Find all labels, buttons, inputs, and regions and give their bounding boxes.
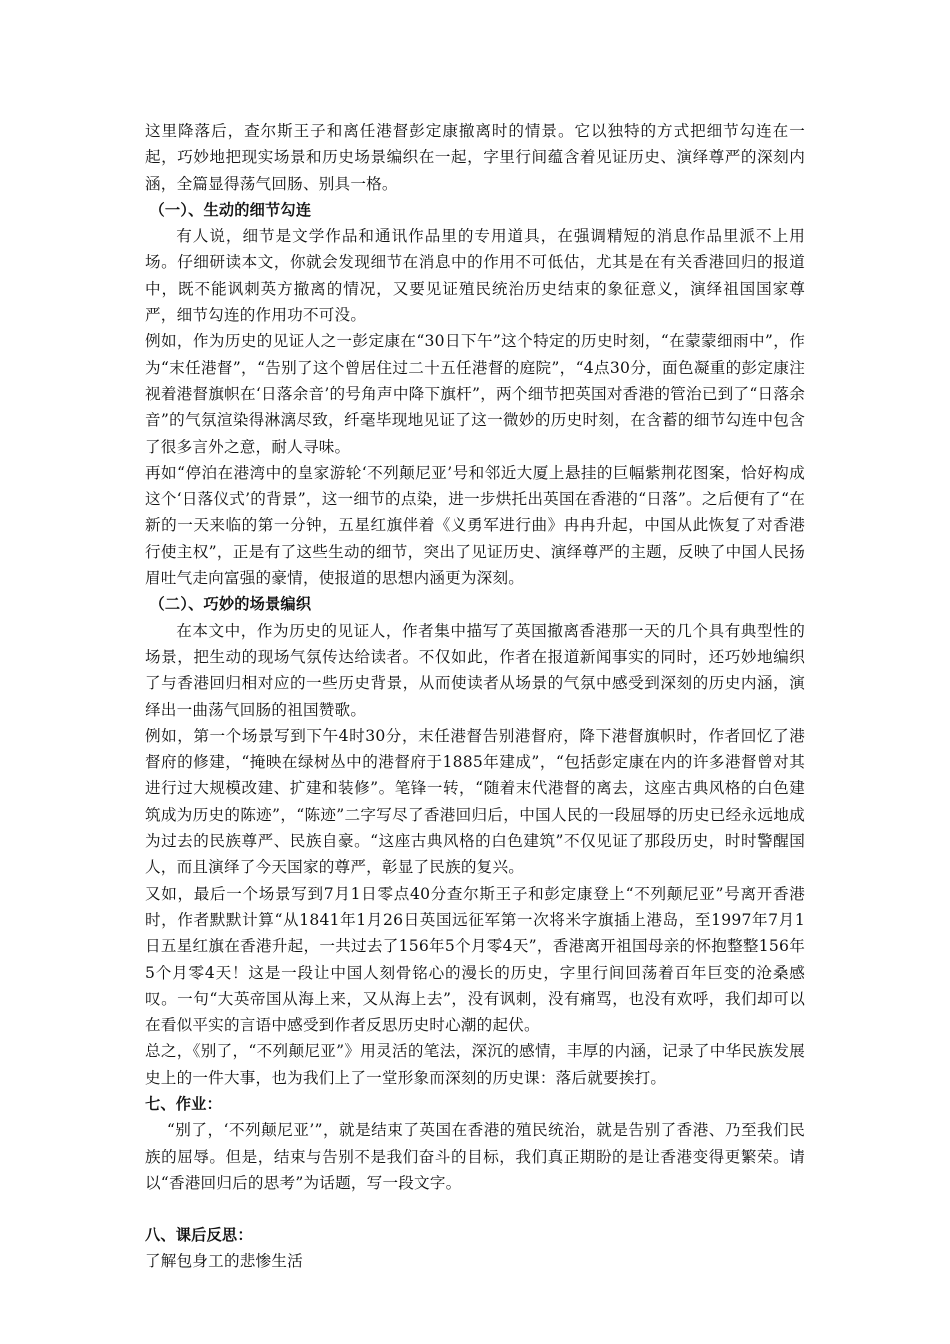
section-heading-scenes: （二）、巧妙的场景编织 [149, 595, 312, 614]
section-heading-details: （一）、生动的细节勾连 [149, 200, 312, 219]
document-page [145, 118, 805, 1275]
intro-paragraph: 这里降落后，查尔斯王子和离任港督彭定康撤离时的情景。它以独特的方式把细节勾连在一起，巧妙地把现实场景和历史场景编织在一起，字里行间蕴含着见证历史、演绎尊严的深刻内涵，全篇显得荡气回肠、别具一格。 [145, 122, 805, 193]
example-paragraph-1: 例如，作为历史的见证人之一彭定康在“30日下午”这个特定的历史时刻，“在蒙蒙细雨中”，作为“末任港督”，“告别了这个曾居住过二十五任港督的庭院”，“4点30分，面色凝重的彭定康注视着港督旗帜在‘日落余音’的号角声中降下旗杆”，两个细节把英国对香港的管治已到了“日落余音”的气氛渲染得淋漓尽致，纤毫毕现地见证了这一微妙的历史时刻，在含蓄的细节勾连中包含了很多言外之意，耐人寻味。 [145, 332, 805, 456]
homework-paragraph: “别了，‘不列颠尼亚’”，就是结束了英国在香港的殖民统治，就是告别了香港、乃至我们民族的屈辱。但是，结束与告别不是我们奋斗的目标，我们真正期盼的是让香港变得更繁荣。请以“香港回归后的思考”为话题，写一段文字。 [145, 1121, 805, 1192]
scene-example-paragraph-1: 例如，第一个场景写到下午4时30分，末任港督告别港督府，降下港督旗帜时，作者回忆了港督府的修建，“掩映在绿树丛中的港督府于1885年建成”，“包括彭定康在内的许多港督曾对其进行过大规模改建、扩建和装修”。笔锋一转，“随着末代港督的离去，这座古典风格的白色建筑成为历史的陈迹”，“陈迹”二字写尽了香港回归后，中国人民的一段屈辱的历史已经永远地成为过去的民族尊严、民族自豪。“这座古典风格的白色建筑”不仅见证了那段历史，时时警醒国人，而且演绎了今天国家的尊严，彰显了民族的复兴。 [145, 726, 805, 877]
scene-example-paragraph-2: 又如，最后一个场景写到7月1日零点40分查尔斯王子和彭定康登上“不列颠尼亚”号离开香港时，作者默默计算“从1841年1月26日英国远征军第一次将米字旗插上港岛，至1997年7月1日五星红旗在香港升起，一共过去了156年5个月零4天”，香港离开祖国母亲的怀抱整整156年5个月零4天！这是一段让中国人刻骨铭心的漫长的历史，字里行间回荡着百年巨变的沧桑感叹。一句“大英帝国从海上来，又从海上去”，没有讽刺，没有痛骂，也没有欢呼，我们却可以在看似平实的言语中感受到作者反思历史时心潮的起伏。 [145, 884, 805, 1035]
reflection-paragraph: 了解包身工的悲惨生活 [145, 1252, 303, 1271]
homework-heading: 七、作业： [145, 1094, 222, 1113]
example-paragraph-2: 再如“停泊在港湾中的皇家游轮‘不列颠尼亚’号和邻近大厦上悬挂的巨幅紫荆花图案，恰好构成这个‘日落仪式’的背景”，这一细节的点染，进一步烘托出英国在香港的“日落”。之后便有了“在新的一天来临的第一分钟，五星红旗伴着《义勇军进行曲》冉冉升起，中国从此恢复了对香港行使主权”，正是有了这些生动的细节，突出了见证历史、演绎尊严的主题，反映了中国人民扬眉吐气走向富强的豪情，使报道的思想内涵更为深刻。 [145, 463, 805, 588]
details-paragraph: 有人说，细节是文学作品和通讯作品里的专用道具，在强调精短的消息作品里派不上用场。仔细研读本文，你就会发现细节在消息中的作用不可低估，尤其是在有关香港回归的报道中，既不能讽刺英方撤离的情况，又要见证殖民统治历史结束的象征意义，演绎祖国国家尊严，细节勾连的作用功不可没。 [145, 227, 805, 325]
scenes-paragraph: 在本文中，作为历史的见证人，作者集中描写了英国撤离香港那一天的几个具有典型性的场景，把生动的现场气氛传达给读者。不仅如此，作者在报道新闻事实的同时，还巧妙地编织了与香港回归相对应的一些历史背景，从而使读者从场景的气氛中感受到深刻的历史内涵，演绎出一曲荡气回肠的祖国赞歌。 [145, 621, 805, 719]
blank-line [145, 1196, 805, 1222]
reflection-heading: 八、课后反思： [145, 1226, 253, 1245]
summary-paragraph: 总之，《别了，“不列颠尼亚”》用灵活的笔法，深沉的感情，丰厚的内涵，记录了中华民族发展史上的一件大事，也为我们上了一堂形象而深刻的历史课：落后就要挨打。 [145, 1042, 805, 1087]
